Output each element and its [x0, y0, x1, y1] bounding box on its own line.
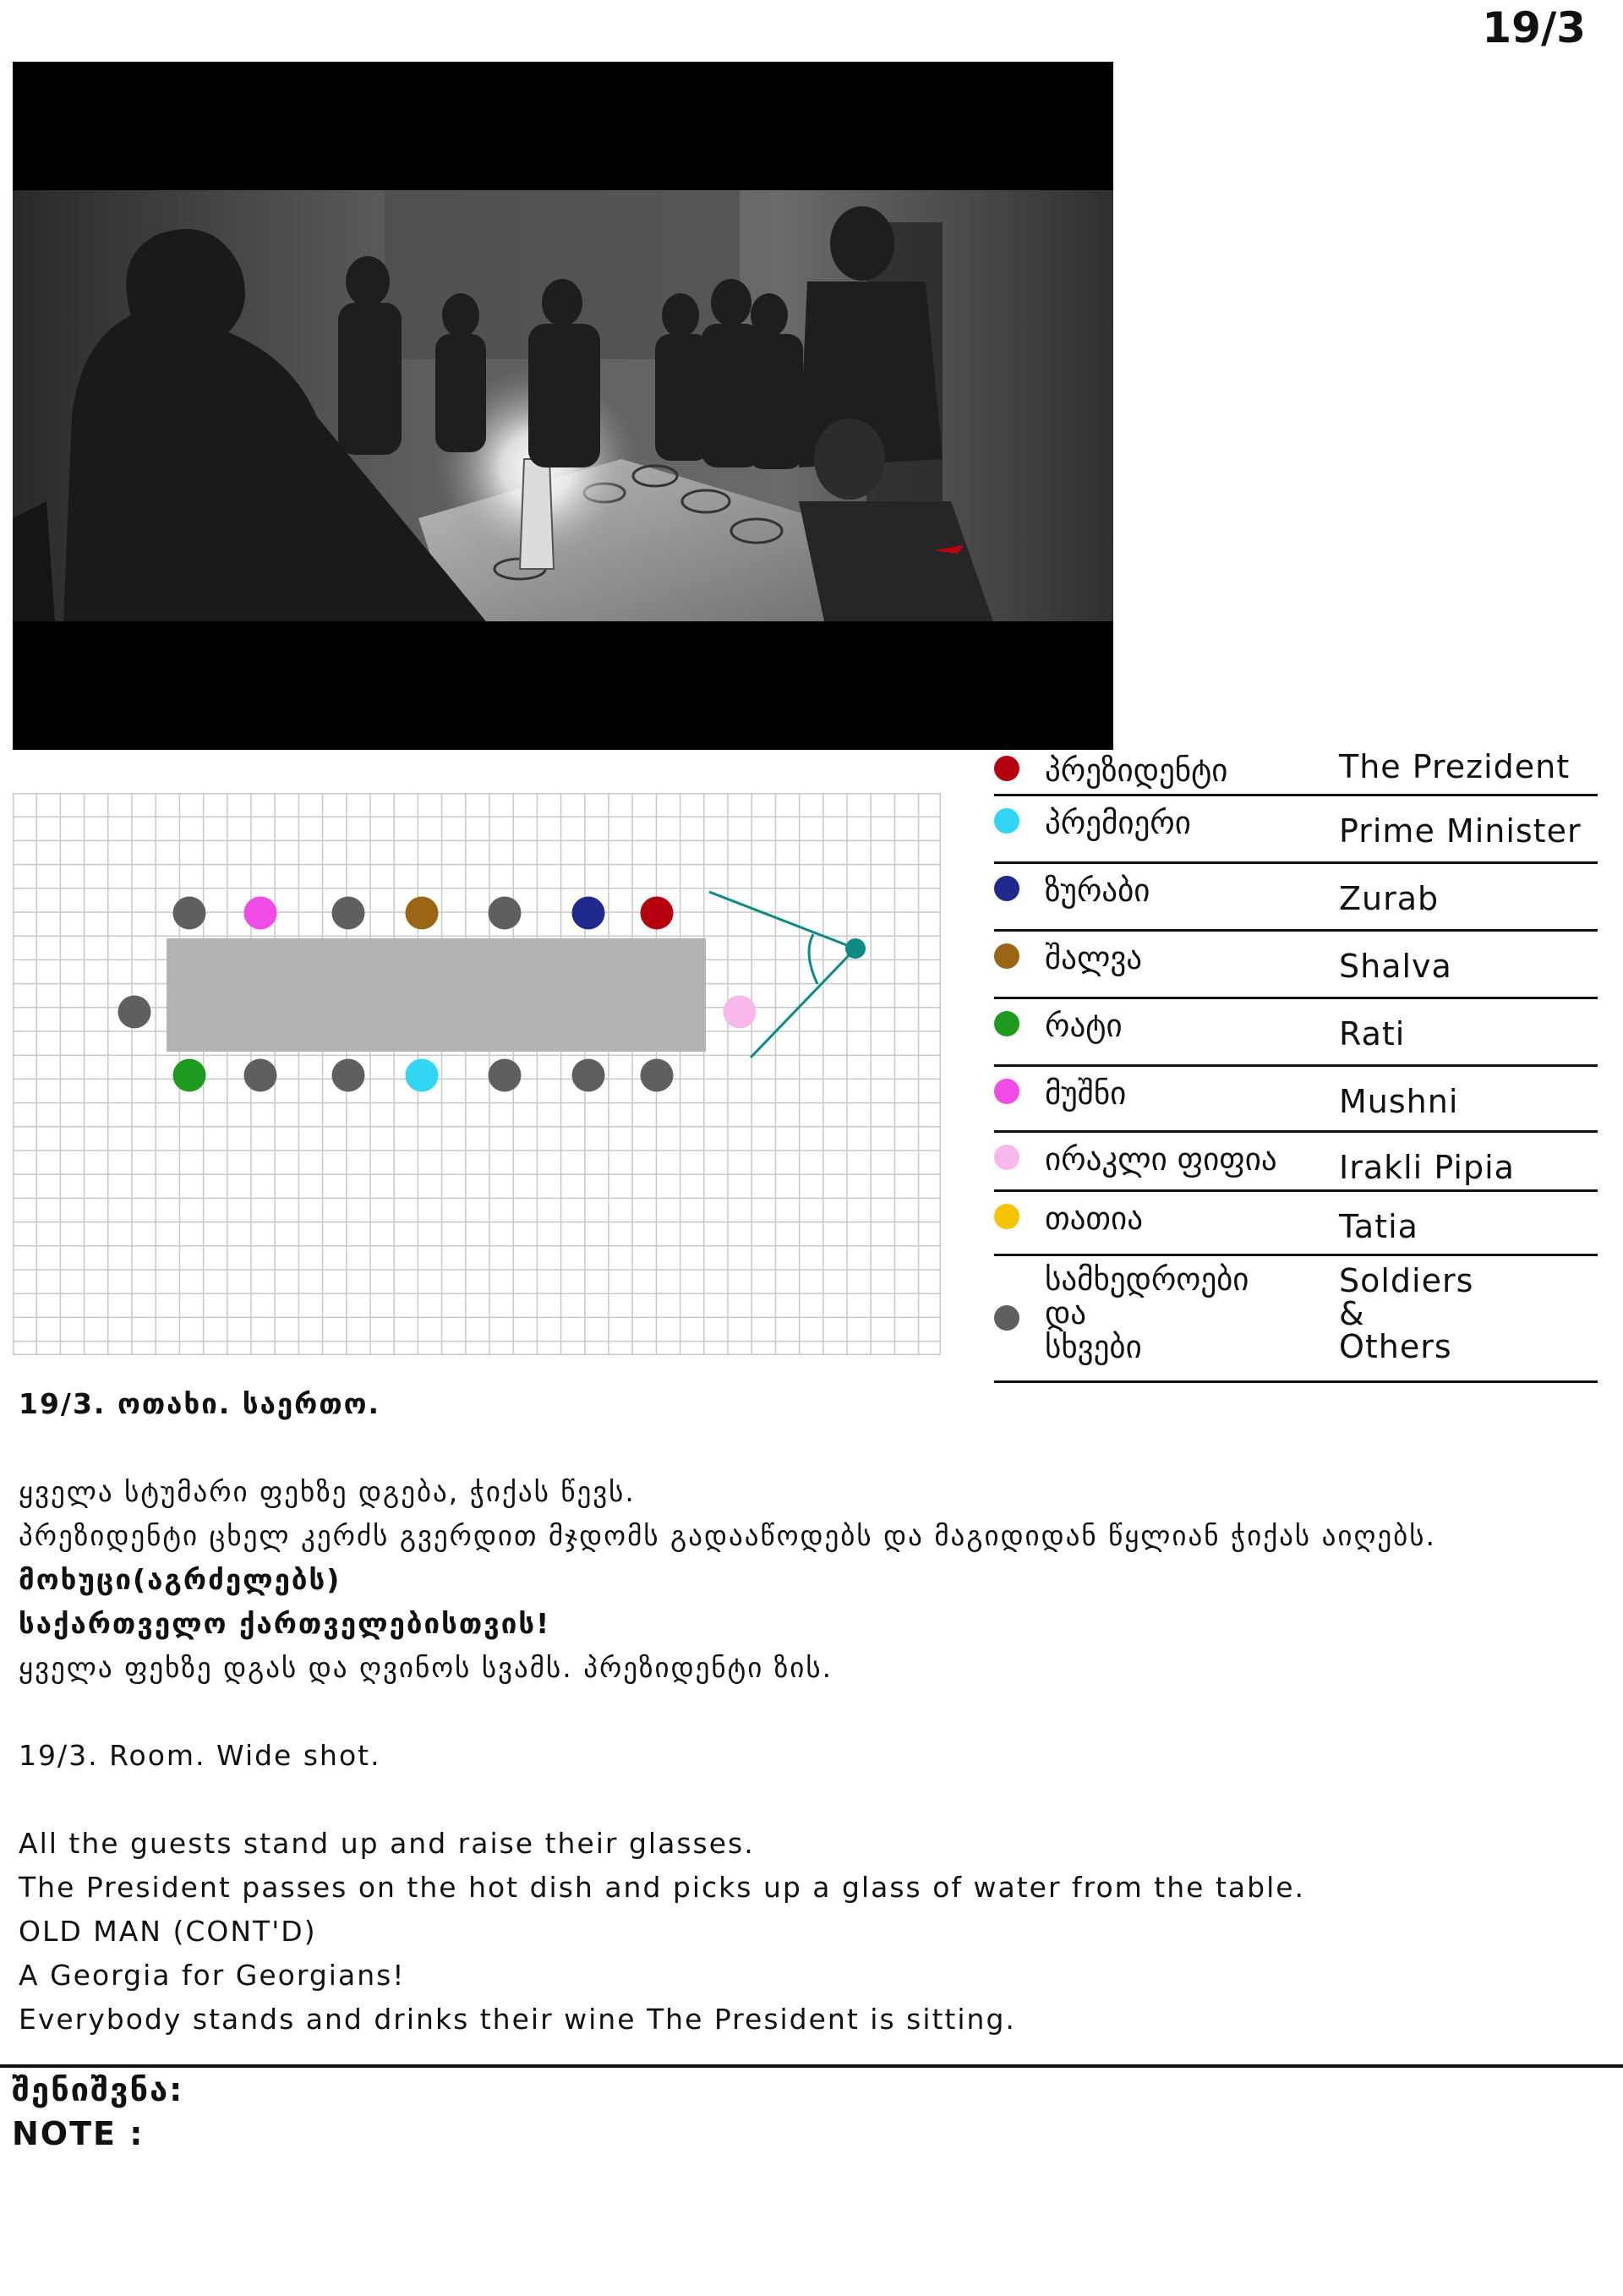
dialogue-en: A Georgia for Georgians! [19, 1959, 406, 1992]
legend-row [994, 864, 1598, 932]
legend-row [994, 1067, 1598, 1133]
table-rect [167, 938, 706, 1052]
seat-dot [406, 897, 439, 930]
legend-name-ka: სამხედროები და სხვები [1045, 1261, 1249, 1365]
legend-name-ka: ირაკლი ფიფია [1045, 1141, 1277, 1178]
storyboard-sketch-image [13, 62, 1113, 750]
note-label-ka: შენიშვნა: [12, 2071, 184, 2108]
legend-name-en: Tatia [1339, 1208, 1418, 1245]
legend-name-ka: შალვა [1045, 940, 1143, 976]
seat-dot [489, 897, 522, 930]
legend-name-ka: რატი [1045, 1008, 1123, 1044]
seat-dot [406, 1059, 439, 1092]
seat-dot [244, 897, 277, 930]
seat-dot [173, 897, 206, 930]
camera-angle-arc [809, 934, 817, 984]
legend-color-dot [994, 1204, 1019, 1229]
legend-color-dot [994, 1011, 1019, 1036]
action-line-ka-3: ყველა ფეხზე დგას და ღვინოს სვამს. პრეზიდენტი ზის. [19, 1651, 833, 1684]
seat-dot [244, 1059, 277, 1092]
scene-heading-ka: 19/3. ოთახი. საერთო. [19, 1387, 381, 1420]
seat-dot [118, 996, 151, 1029]
scene-heading-en: 19/3. Room. Wide shot. [19, 1739, 381, 1772]
legend-row [994, 796, 1598, 864]
note-label-en: NOTE : [12, 2115, 145, 2152]
legend-name-ka: მუშნი [1045, 1075, 1127, 1112]
page-number: 19/3 [1482, 3, 1586, 52]
camera-position-icon [845, 938, 866, 959]
seat-dot [489, 1059, 522, 1092]
storyboard-frame [13, 62, 1113, 750]
legend-name-ka: თათია [1045, 1200, 1143, 1237]
seat-dot [572, 897, 605, 930]
seat-dot [724, 996, 757, 1029]
action-line-en-1: All the guests stand up and raise their glasses. [19, 1827, 755, 1860]
legend-color-dot [994, 1079, 1019, 1104]
camera-view-line-bottom [751, 948, 855, 1058]
seat-dot [332, 897, 365, 930]
legend-row [994, 932, 1598, 999]
legend-name-en: Soldiers & Others [1339, 1262, 1474, 1365]
note-divider [0, 2064, 1623, 2068]
note-section [12, 2068, 183, 2156]
legend-name-ka: პრეზიდენტი [1045, 752, 1228, 789]
character-name-ka: მოხუცი(აგრძელებს) [19, 1563, 342, 1596]
action-line-ka-2: პრეზიდენტი ცხელ კერძს გვერდით მჯდომს გადააწოდებს და მაგიდიდან წყლიან ჭიქას აიღებს. [19, 1519, 1436, 1552]
legend-name-en: Shalva [1339, 948, 1452, 985]
legend-name-en: The Prezident [1339, 748, 1571, 785]
legend-name-en: Zurab [1339, 880, 1440, 917]
action-line-en-3: Everybody stands and drinks their wine The President is sitting. [19, 2003, 1016, 2036]
legend-name-en: Rati [1339, 1015, 1406, 1052]
character-name-en: OLD MAN (CONT'D) [19, 1915, 317, 1948]
action-line-ka-1: ყველა სტუმარი ფეხზე დგება, ჭიქას წევს. [19, 1475, 636, 1508]
legend-name-en: Mushni [1339, 1083, 1459, 1120]
legend-name-ka: პრემიერი [1045, 805, 1191, 841]
legend-name-ka: ზურაბი [1045, 872, 1150, 909]
action-line-en-2: The President passes on the hot dish and picks up a glass of water from the table. [19, 1871, 1306, 1904]
seating-floorplan [13, 793, 941, 1355]
seat-dot [641, 897, 674, 930]
dialogue-ka: საქართველო ქართველებისთვის! [19, 1607, 551, 1640]
legend-color-dot [994, 1305, 1019, 1331]
legend-color-dot [994, 808, 1019, 834]
legend-row [994, 1133, 1598, 1192]
seat-dot [572, 1059, 605, 1092]
seat-dot [332, 1059, 365, 1092]
legend-name-en: Prime Minister [1339, 812, 1582, 850]
legend-row [994, 1192, 1598, 1256]
grid-lines [13, 793, 941, 1355]
seat-dot [173, 1059, 206, 1092]
legend-color-dot [994, 1145, 1019, 1170]
character-legend [994, 744, 1598, 1383]
legend-name-en: Irakli Pipia [1339, 1149, 1515, 1186]
camera-view-line-top [709, 892, 855, 948]
legend-row [994, 744, 1598, 796]
scene-description [19, 1382, 1608, 2042]
legend-row [994, 1256, 1598, 1383]
legend-color-dot [994, 756, 1019, 781]
legend-row [994, 999, 1598, 1067]
legend-color-dot [994, 876, 1019, 901]
legend-color-dot [994, 943, 1019, 969]
seat-dot [641, 1059, 674, 1092]
